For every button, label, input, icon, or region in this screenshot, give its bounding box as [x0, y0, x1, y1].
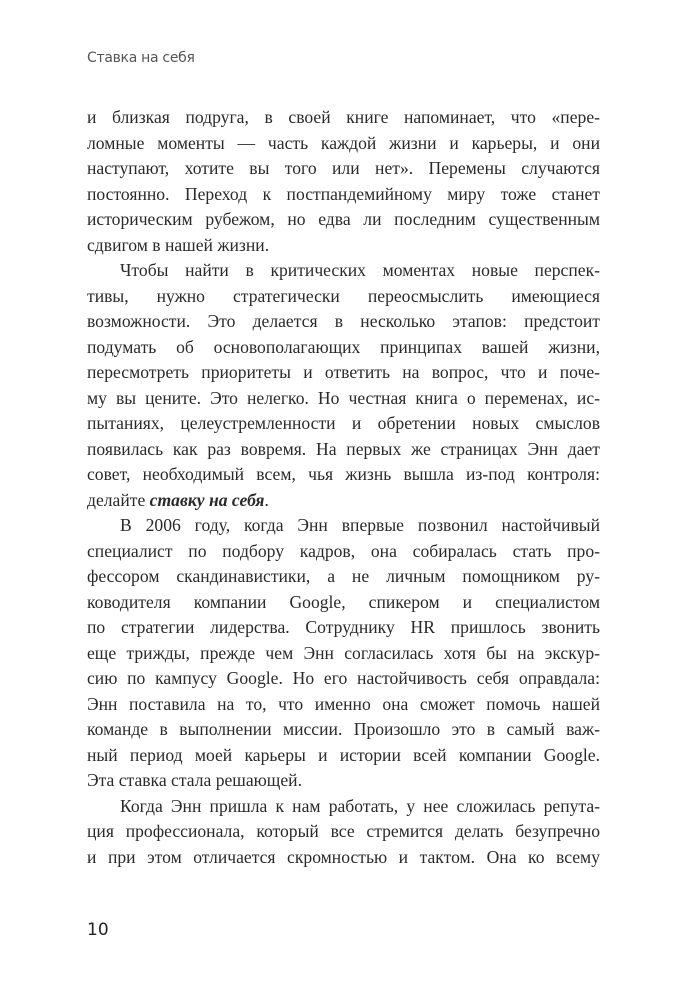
text-line: пытаниях, целеустремленности и обретении новых смыслов [87, 413, 600, 433]
text-segment: . [264, 489, 269, 510]
text-line: Энн поставила на то, что именно она сможет помочь нашей [87, 693, 600, 714]
text-line: Когда Энн пришла к нам работать, у нее сложилась репута- [120, 795, 600, 816]
text-line: постоянно. Переход к постпандемийному миру тоже станет [87, 183, 600, 204]
paragraph-4 [87, 794, 600, 871]
text-line [87, 488, 600, 514]
paragraph-2 [87, 258, 600, 513]
text-line: ководителя компании Google, спикером и специалистом [87, 591, 600, 612]
text-line: и близкая подруга, в своей книге напоминает, что «пере- [87, 107, 600, 127]
text-line: подумать об основополагающих принципах вашей жизни, [87, 336, 600, 357]
text-line: сию по кампусу Google. Но его настойчивость себя оправдала: [87, 668, 600, 688]
text-line: му вы цените. Это нелегко. Но честная книга о переменах, ис- [87, 387, 600, 408]
text-line: по стратегии лидерства. Сотруднику HR пришлось звонить [87, 617, 600, 637]
running-head: Ставка на себя [87, 50, 195, 66]
text-line: специалист по подбору кадров, она собиралась стать про- [87, 540, 600, 561]
text-segment: делайте [87, 489, 150, 510]
text-line: наступают, хотите вы того или нет». Перемены случаются [87, 158, 600, 178]
text-line: и при этом отличается скромностью и тактом. Она ко всему [87, 846, 600, 867]
emphasized-phrase: ставку на себя [149, 489, 265, 510]
text-line: совет, необходимый всем, чья жизнь вышла из-под контроля: [87, 464, 600, 484]
body-text [87, 105, 600, 870]
text-line: еще трижды, прежде чем Энн согласилась хотя бы на экскур- [87, 642, 600, 663]
text-line: Эта ставка стала решающей. [87, 770, 302, 790]
paragraph-1 [87, 105, 600, 258]
page-number: 10 [87, 920, 109, 940]
text-line: пересмотреть приоритеты и ответить на вопрос, что и поче- [87, 362, 600, 382]
text-line: сдвигом в нашей жизни. [87, 234, 270, 255]
text-line: Чтобы найти в критических моментах новые перспек- [120, 260, 600, 280]
text-line: В 2006 году, когда Энн впервые позвонил настойчивый [120, 515, 600, 535]
text-line: фессором скандинавистики, а не личным помощником ру- [87, 566, 600, 586]
text-line: ция профессионала, который все стремится делать безупречно [87, 821, 600, 841]
text-line: ломные моменты — часть каждой жизни и карьеры, и они [87, 132, 600, 153]
text-line: команде в выполнении миссии. Произошло это в самый важ- [87, 719, 600, 739]
text-line: историческим рубежом, но едва ли последним существенным [87, 209, 600, 229]
text-line: ный период моей карьеры и истории всей компании Google. [87, 744, 600, 765]
text-line: появилась как раз вовремя. На первых же страницах Энн дает [87, 438, 600, 459]
text-line: возможности. Это делается в несколько этапов: предстоит [87, 311, 600, 331]
text-line: тивы, нужно стратегически переосмыслить имеющиеся [87, 285, 600, 306]
paragraph-3 [87, 513, 600, 794]
